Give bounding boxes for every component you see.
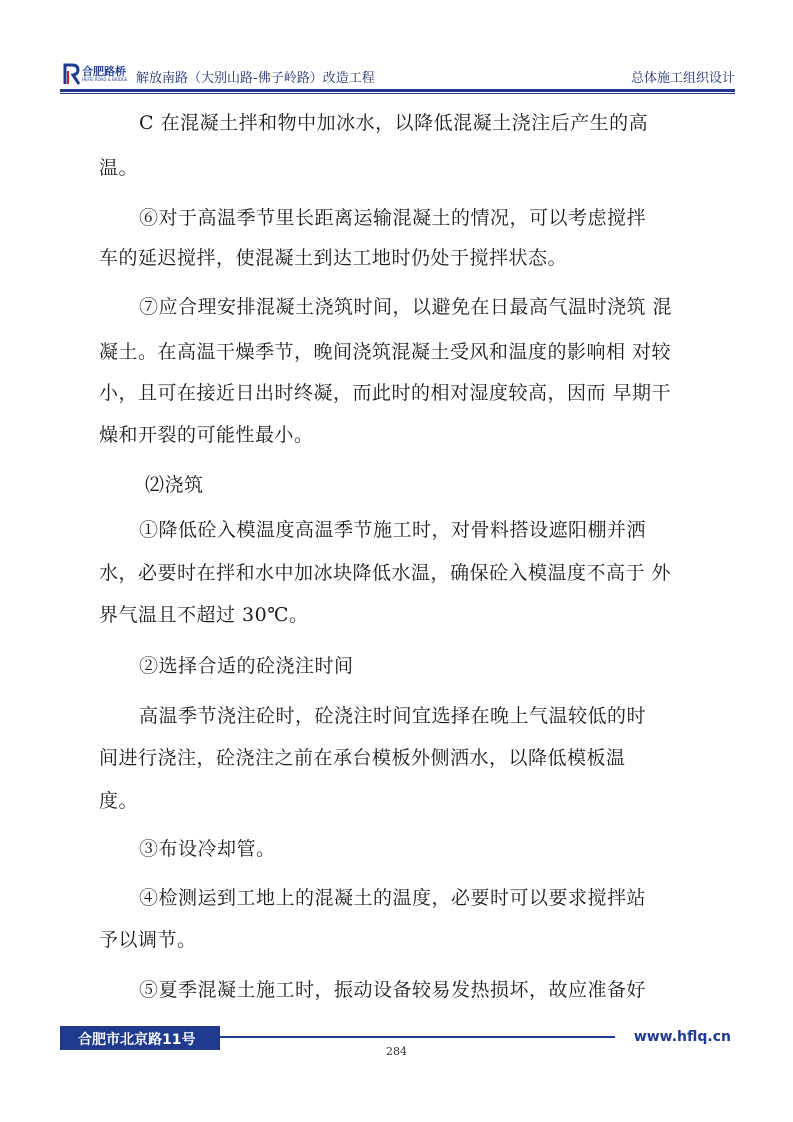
body-line: 度。 xyxy=(99,790,139,812)
header-divider xyxy=(60,89,735,92)
body-line: 燥和开裂的可能性最小。 xyxy=(99,424,314,446)
body-line: ②选择合适的砼浇注时间 xyxy=(139,655,354,677)
header-divider-thin xyxy=(60,93,735,94)
footer-website: www.hflq.cn xyxy=(633,1029,731,1045)
body-line: ⑥对于高温季节里长距离运输混凝土的情况，可以考虑搅拌 xyxy=(139,207,647,229)
footer-address: 合肥市北京路11号 xyxy=(78,1032,196,1048)
project-title: 解放南路（大别山路-佛子岭路）改造工程 xyxy=(136,71,375,86)
body-line: 小，且可在接近日出时终凝，而此时的相对湿度较高，因而 早期干 xyxy=(99,382,672,404)
body-line: 车的延迟搅拌，使混凝土到达工地时仍处于搅拌状态。 xyxy=(99,247,568,269)
body-line: 间进行浇注，砼浇注之前在承台模板外侧洒水，以降低模板温 xyxy=(99,747,626,769)
logo-english-name: HEFEI ROAD & BRIDGE xyxy=(82,77,128,82)
logo-chinese-name: 合肥路桥 xyxy=(82,65,126,78)
company-logo xyxy=(63,63,128,85)
body-line: 高温季节浇注砼时，砼浇注时间宜选择在晚上气温较低的时 xyxy=(139,705,647,727)
body-line: C 在混凝土拌和物中加冰水，以降低混凝土浇注后产生的高 xyxy=(139,112,649,134)
body-line: 温。 xyxy=(99,157,139,179)
body-line: 界气温且不超过 30℃。 xyxy=(99,604,309,626)
document-type: 总体施工组织设计 xyxy=(630,71,735,86)
body-line: 予以调节。 xyxy=(99,929,197,951)
body-line: ③布设冷却管。 xyxy=(139,838,276,860)
footer-divider xyxy=(220,1036,615,1038)
section-heading: ⑵浇筑 xyxy=(145,474,204,496)
body-line: ⑦应合理安排混凝土浇筑时间，以避免在日最高气温时浇筑 混 xyxy=(139,296,673,318)
logo-mark-icon xyxy=(63,63,81,85)
page-number: 284 xyxy=(386,1045,407,1058)
body-line: ④检测运到工地上的混凝土的温度，必要时可以要求搅拌站 xyxy=(139,887,647,909)
body-line: ⑤夏季混凝土施工时，振动设备较易发热损坏，故应准备好 xyxy=(139,979,647,1001)
body-line: ①降低砼入模温度高温季节施工时，对骨料搭设遮阳棚并洒 xyxy=(139,519,647,541)
page-header xyxy=(60,62,735,88)
body-line: 凝土。在高温干燥季节，晚间浇筑混凝土受风和温度的影响相 对较 xyxy=(99,341,672,363)
body-line: 水，必要时在拌和水中加冰块降低水温，确保砼入模温度不高于 外 xyxy=(99,562,672,584)
